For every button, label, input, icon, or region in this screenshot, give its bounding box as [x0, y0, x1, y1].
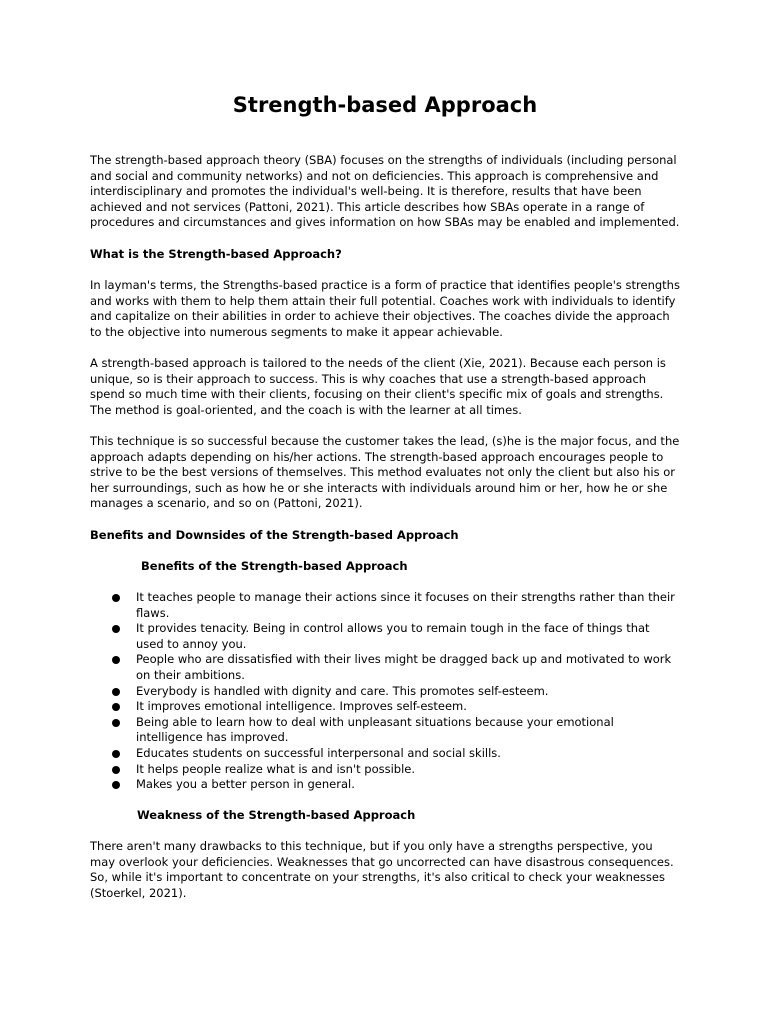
bullet-icon [112, 719, 120, 727]
list-item: Educates students on successful interpersonal and social skills. [112, 746, 680, 762]
document-title: Strength-based Approach [232, 93, 538, 117]
list-item: Being able to learn how to deal with unpleasant situations because your emotional intelligence has improved. [112, 715, 680, 746]
subheading-weakness: Weakness of the Strength-based Approach [137, 808, 416, 822]
what-is-paragraph-1: In layman's terms, the Strengths-based practice is a form of practice that identifies people's strengths and works with them to help them attain their full potential. Coaches work with individuals to identify and capitalize on their abilities in order to achieve their objectives. The coaches divide the approach to the objective into numerous segments to make it appear achievable. [90, 278, 680, 339]
list-item: It improves emotional intelligence. Improves self-esteem. [112, 699, 680, 715]
list-item: It teaches people to manage their actions since it focuses on their strengths rather than their flaws. [112, 590, 680, 621]
bullet-icon [112, 656, 120, 664]
benefits-list [112, 590, 680, 793]
list-item: People who are dissatisfied with their lives might be dragged back up and motivated to work on their ambitions. [112, 652, 680, 683]
list-item: Everybody is handled with dignity and care. This promotes self-esteem. [112, 684, 680, 700]
bullet-icon [112, 594, 120, 602]
intro-paragraph: The strength-based approach theory (SBA) focuses on the strengths of individuals (including personal and social and community networks) and not on deficiencies. This approach is comprehensive and interdisciplinary and promotes the individual's well-being. It is therefore, results that have been achieved and not services (Pattoni, 2021). This article describes how SBAs operate in a range of procedures and circumstances and gives information on how SBAs may be enabled and implemented. [90, 153, 680, 230]
subheading-benefits: Benefits of the Strength-based Approach [141, 559, 408, 573]
bullet-icon [112, 625, 120, 633]
bullet-icon [112, 703, 120, 711]
list-item: It helps people realize what is and isn't possible. [112, 762, 680, 778]
section-heading-benefits-downsides: Benefits and Downsides of the Strength-based Approach [90, 528, 459, 542]
list-item: It provides tenacity. Being in control allows you to remain tough in the face of things that used to annoy you. [112, 621, 680, 652]
bullet-icon [112, 688, 120, 696]
what-is-paragraph-3: This technique is so successful because the customer takes the lead, (s)he is the major focus, and the approach adapts depending on his/her actions. The strength-based approach encourages people to strive to be the best versions of themselves. This method evaluates not only the client but also his or her surroundings, such as how he or she interacts with individuals around him or her, how he or she manages a scenario, and so on (Pattoni, 2021). [90, 434, 680, 511]
section-heading-what-is: What is the Strength-based Approach? [90, 247, 342, 261]
what-is-paragraph-2: A strength-based approach is tailored to the needs of the client (Xie, 2021). Because each person is unique, so is their approach to success. This is why coaches that use a strength-based approach spend so much time with their clients, focusing on their client's specific mix of goals and strengths. The method is goal-oriented, and the coach is with the learner at all times. [90, 356, 666, 417]
bullet-icon [112, 781, 120, 789]
bullet-icon [112, 766, 120, 774]
weakness-paragraph: There aren't many drawbacks to this technique, but if you only have a strengths perspective, you may overlook your deficiencies. Weaknesses that go uncorrected can have disastrous consequences. So, while it's important to concentrate on your strengths, it's also critical to check your weaknesses (Stoerkel, 2021). [90, 839, 674, 900]
bullet-icon [112, 750, 120, 758]
list-item: Makes you a better person in general. [112, 777, 680, 793]
